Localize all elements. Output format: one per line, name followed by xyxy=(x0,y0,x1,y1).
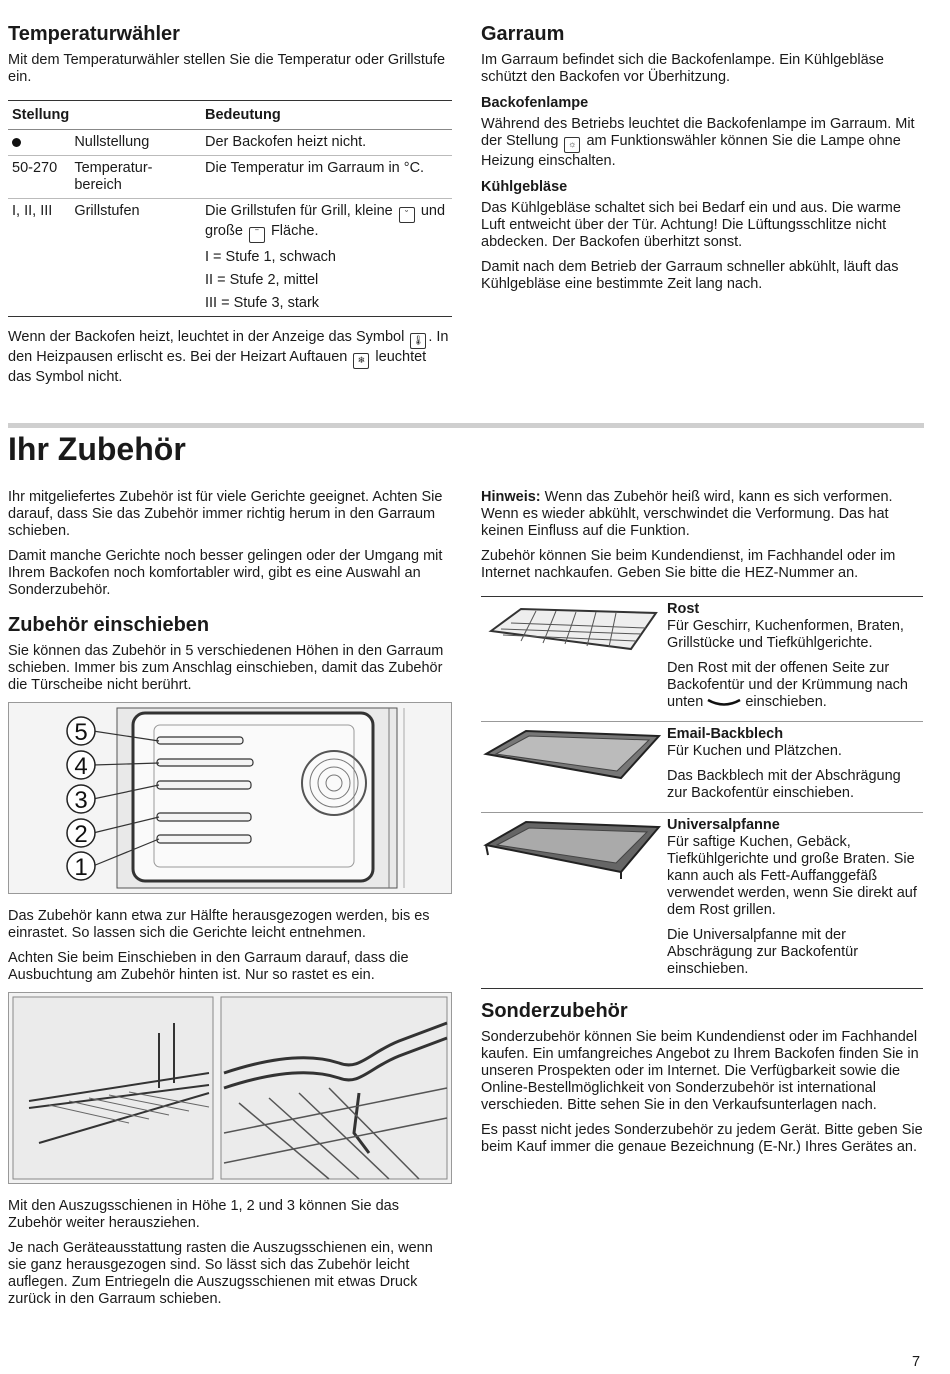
section-title-temperature: Temperaturwähler xyxy=(8,23,180,45)
buy-text: Zubehör können Sie beim Kundendienst, im Fachhandel oder im Internet nachkaufen. Geben Sie bitte die HEZ-Nummer an. xyxy=(481,548,896,581)
oven-levels-illustration xyxy=(9,703,451,893)
extra-text-2: Es passt nicht jedes Sonderzubehör zu jedem Gerät. Bitte geben Sie beim Kauf immer die genaue Bezeichnung (E-Nr.) Ihres Gerätes an. xyxy=(481,1122,923,1155)
level-label: 1 xyxy=(74,854,88,881)
rack-detail-figure xyxy=(8,992,452,1184)
row-description: Die Grillstufen für Grill, kleine ˘ und große ‾ Fläche. I = Stufe 1, schwach II = Stufe 2, mittel III = Stufe 3, stark xyxy=(201,199,452,317)
column-header-stellung: Stellung xyxy=(12,107,70,123)
accessory-instruction: Die Universalpfanne mit der Abschrägung zur Backofentür einschieben. xyxy=(667,927,859,977)
fan-text-2: Damit nach dem Betrieb der Garraum schneller abkühlt, läuft das Kühlgebläse eine bestimmte Zeit lang nach. xyxy=(481,259,899,292)
row-name: Temperatur-bereich xyxy=(74,160,153,193)
subheading-fan: Kühlgebläse xyxy=(481,179,568,195)
pull-out-text: Das Zubehör kann etwa zur Hälfte herausgezogen werden, bis es einrastet. So lassen sich die Gerichte leicht entnehmen. xyxy=(8,908,430,941)
table-row xyxy=(8,156,452,199)
grill-level-3: III = Stufe 3, stark xyxy=(205,295,320,311)
page-number: 7 xyxy=(912,1354,921,1370)
oven-cavity-section xyxy=(481,22,923,301)
row-description: Die Temperatur im Garraum in °C. xyxy=(205,160,425,176)
list-item xyxy=(481,597,923,722)
section-title-insert: Zubehör einschieben xyxy=(8,614,210,636)
row-name: Grillstufen xyxy=(74,203,140,219)
universal-pan-image xyxy=(481,817,661,986)
insert-text: Sie können das Zubehör in 5 verschiedenen Höhen in den Garraum schieben. Immer bis zum Anschlag einschieben, damit das Zubehör die Türscheibe nicht berührt. xyxy=(8,643,444,693)
accessory-list xyxy=(481,596,923,989)
heating-indicator-note: Wenn der Backofen heizt, leuchtet in der Anzeige das Symbol 🌡 . In den Heizpausen erlischt es. Bei der Heizart Auftauen ❄ leuchtet das Symbol nicht. xyxy=(8,329,449,385)
baking-tray-image xyxy=(481,726,661,810)
extra-text-1: Sonderzubehör können Sie beim Kundendienst oder im Fachhandel kaufen. Ein umfangreiches Angebot zu Ihrem Backofen finden Sie in unseren Prospekten oder im Internet. Die Verfügbarkeit sowie die Online-Bestellmöglichkeit von Sonderzubehör ist international verschieden. Bitte sehen Sie in den Verkaufsunterlagen nach. xyxy=(481,1029,919,1113)
rails-text-2: Je nach Geräteausstattung rasten die Auszugsschienen ein, wenn sie ganz herausgezogen sind. So lässt sich das Zubehör leicht auflegen. Zum Entriegeln die Auszugsschienen mit etwas Druck zurück in den Garraum schieben. xyxy=(8,1240,433,1307)
section-divider xyxy=(8,423,924,428)
zero-position-icon xyxy=(12,138,21,147)
baking-tray-icon xyxy=(481,726,661,786)
grill-level-1: I = Stufe 1, schwach xyxy=(205,249,336,265)
curve-down-icon xyxy=(707,697,741,707)
page-title-accessories: Ihr Zubehör xyxy=(8,431,186,467)
level-label: 4 xyxy=(74,753,88,780)
accessories-left-column xyxy=(8,489,452,1316)
thermometer-icon: 🌡 xyxy=(410,333,426,349)
grill-level-2: II = Stufe 2, mittel xyxy=(205,272,319,288)
accessories-right-column xyxy=(481,489,923,1164)
rack-detail-illustration xyxy=(9,993,451,1183)
list-item xyxy=(481,722,923,813)
rack-image xyxy=(481,601,661,719)
accessory-instruction: Den Rost mit der offenen Seite zur Backofentür und der Krümmung nach unten einschieben. xyxy=(667,660,908,710)
row-name: Nullstellung xyxy=(74,134,150,150)
table-row xyxy=(8,130,452,156)
accessory-instruction: Das Backblech mit der Abschrägung zur Backofentür einschieben. xyxy=(667,768,901,801)
accessories-intro-1: Ihr mitgeliefertes Zubehör ist für viele Gerichte geeignet. Achten Sie darauf, dass Sie das Zubehör immer richtig herum in den Garraum schieben. xyxy=(8,489,443,539)
accessory-text: Für Kuchen und Plätzchen. xyxy=(667,743,842,759)
temperature-selector-section xyxy=(8,22,452,394)
small-grill-icon: ˘ xyxy=(399,207,415,223)
accessory-name: Universalpfanne xyxy=(667,817,780,833)
accessory-text: Für saftige Kuchen, Gebäck, Tiefkühlgerichte und große Braten. Sie kann auch als Fett-Auffanggefäß verwendet werden, wenn Sie direkt auf dem Rost grillen. xyxy=(667,834,917,918)
section-title-garraum: Garraum xyxy=(481,23,565,45)
wire-rack-icon xyxy=(481,601,661,671)
lamp-icon: ☼ xyxy=(564,137,580,153)
fan-text-1: Das Kühlgebläse schaltet sich bei Bedarf ein und aus. Die warme Luft entweicht über der Tür. Achtung! Die Lüftungsschlitze nicht abdecken. Der Backofen überhitzt sonst. xyxy=(481,200,901,250)
hint-paragraph: Hinweis: Wenn das Zubehör heiß wird, kann es sich verformen. Wenn es wieder abkühlt, verschwindet die Verformung. Das hat keinen Einfluss auf die Funktion. xyxy=(481,489,893,539)
list-item xyxy=(481,813,923,989)
section-title-extra: Sonderzubehör xyxy=(481,1000,628,1022)
defrost-icon: ❄ xyxy=(353,353,369,369)
large-grill-icon: ‾ xyxy=(249,227,265,243)
hint-label: Hinweis: xyxy=(481,489,541,505)
rails-text-1: Mit den Auszugsschienen in Höhe 1, 2 und 3 können Sie das Zubehör weiter herausziehen. xyxy=(8,1198,399,1231)
level-label: 5 xyxy=(74,719,88,746)
accessory-name: Email-Backblech xyxy=(667,726,784,742)
row-code: 50-270 xyxy=(12,160,58,176)
temperature-intro: Mit dem Temperaturwähler stellen Sie die Temperatur oder Grillstufe ein. xyxy=(8,52,446,85)
table-row xyxy=(8,199,452,317)
accessory-name: Rost xyxy=(667,601,700,617)
lamp-text: Während des Betriebs leuchtet die Backofenlampe im Garraum. Mit der Stellung ☼ am Funktionswähler können Sie die Lampe ohne Heizung einschalten. xyxy=(481,116,915,169)
universal-pan-icon xyxy=(481,817,661,887)
level-label: 2 xyxy=(74,821,88,848)
row-description: Der Backofen heizt nicht. xyxy=(205,134,367,150)
level-label: 3 xyxy=(74,787,88,814)
accessories-intro-2: Damit manche Gerichte noch besser gelingen oder der Umgang mit Ihrem Backofen noch komfortabler wird, gibt es eine Auswahl an Sonderzubehör. xyxy=(8,548,443,598)
temperature-table xyxy=(8,100,452,317)
garraum-intro: Im Garraum befindet sich die Backofenlampe. Ein Kühlgebläse schützt den Backofen vor Überhitzung. xyxy=(481,52,884,85)
accessory-text: Für Geschirr, Kuchenformen, Braten, Grillstücke und Tiefkühlgerichte. xyxy=(667,618,904,651)
oven-levels-figure xyxy=(8,702,452,894)
column-header-bedeutung: Bedeutung xyxy=(205,107,281,123)
row-code: I, II, III xyxy=(12,203,53,219)
bulge-text: Achten Sie beim Einschieben in den Garraum darauf, dass die Ausbuchtung am Zubehör hinten ist. Nur so rastet es ein. xyxy=(8,950,409,983)
subheading-lamp: Backofenlampe xyxy=(481,95,589,111)
